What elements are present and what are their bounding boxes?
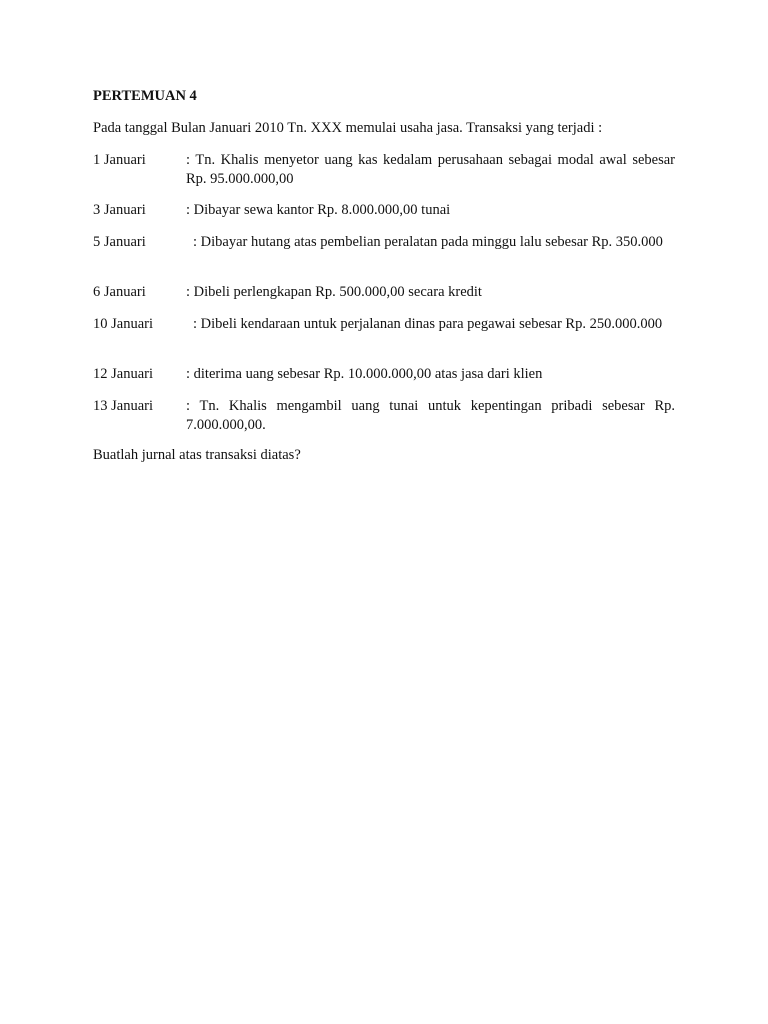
transaction-description: : Dibeli kendaraan untuk perjalanan dinas para pegawai sebesar Rp. 250.000.000 [193,316,663,332]
transaction-description: : Dibayar hutang atas pembelian peralatan pada minggu lalu sebesar Rp. 350.000 [193,234,663,250]
transaction-description: : diterima uang sebesar Rp. 10.000.000,00 atas jasa dari klien [186,366,543,382]
transaction-entry [93,315,675,353]
intro-paragraph: Pada tanggal Bulan Januari 2010 Tn. XXX memulai usaha jasa. Transaksi yang terjadi : [93,120,603,136]
transaction-description: : Dibayar sewa kantor Rp. 8.000.000,00 tunai [186,202,451,218]
transaction-date: 3 Januari [93,202,146,218]
transaction-description: : Tn. Khalis menyetor uang kas kedalam perusahaan sebagai modal awal sebesar Rp. 95.000.000,00 [186,152,675,187]
transaction-date: 12 Januari [93,366,153,382]
transaction-date: 5 Januari [93,234,146,250]
transaction-description: : Dibeli perlengkapan Rp. 500.000,00 secara kredit [186,284,482,300]
transaction-date: 1 Januari [93,152,146,168]
transaction-entry [93,201,675,220]
transaction-entry [93,397,675,435]
transaction-entry [93,283,675,302]
transaction-description: : Tn. Khalis mengambil uang tunai untuk kepentingan pribadi sebesar Rp. 7.000.000,00. [186,398,675,433]
transaction-date: 6 Januari [93,284,146,300]
transaction-entry [93,365,675,384]
transaction-date: 10 Januari [93,316,153,332]
transaction-entry [93,233,675,271]
transaction-date: 13 Januari [93,398,153,414]
transaction-entry [93,151,675,189]
page-title: PERTEMUAN 4 [93,88,197,104]
question-text: Buatlah jurnal atas transaksi diatas? [93,447,301,463]
